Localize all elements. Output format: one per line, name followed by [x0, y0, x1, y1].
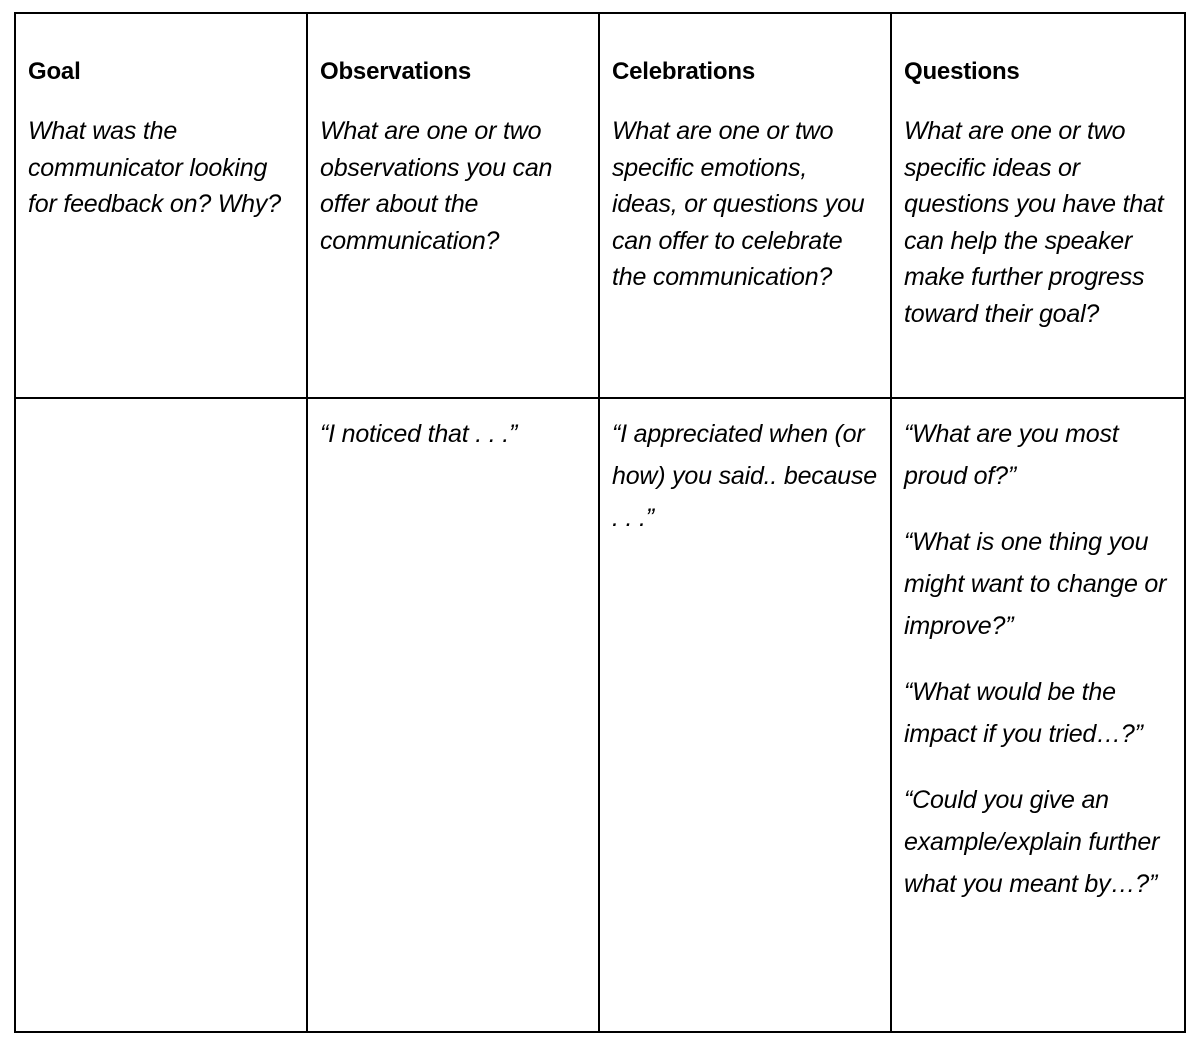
celebrations-heading: Celebrations	[612, 58, 755, 85]
questions-header-cell	[891, 13, 1185, 398]
question-stem: “What would be the impact if you tried…?”	[904, 678, 1143, 748]
celebrations-header-cell	[599, 13, 891, 398]
goal-prompt: What was the communicator looking for feedback on? Why?	[28, 117, 281, 218]
celebrations-stem: “I appreciated when (or how) you said.. because . . .”	[612, 420, 878, 532]
observations-stem: “I noticed that . . .”	[320, 420, 518, 448]
observations-stem-cell	[307, 398, 599, 1032]
sentence-stems-row	[15, 398, 1185, 1032]
question-stem: “Could you give an example/explain further what you meant by…?”	[904, 786, 1160, 898]
goal-header-cell	[15, 13, 307, 398]
question-stem: “What are you most proud of?”	[904, 420, 1119, 490]
question-stem: “What is one thing you might want to change or improve?”	[904, 528, 1167, 640]
celebrations-prompt: What are one or two specific emotions, ideas, or questions you can offer to celebrate the communication?	[612, 117, 865, 291]
goal-heading: Goal	[28, 58, 81, 85]
goal-stem-cell	[15, 398, 307, 1032]
observations-heading: Observations	[320, 58, 471, 85]
observations-prompt: What are one or two observations you can offer about the communication?	[320, 117, 553, 255]
questions-stem-cell	[891, 398, 1185, 1032]
questions-prompt: What are one or two specific ideas or questions you have that can help the speaker make further progress toward their goal?	[904, 117, 1164, 328]
questions-heading: Questions	[904, 58, 1020, 85]
header-row	[15, 13, 1185, 398]
observations-header-cell	[307, 13, 599, 398]
celebrations-stem-cell	[599, 398, 891, 1032]
feedback-protocol-table	[14, 12, 1186, 1033]
